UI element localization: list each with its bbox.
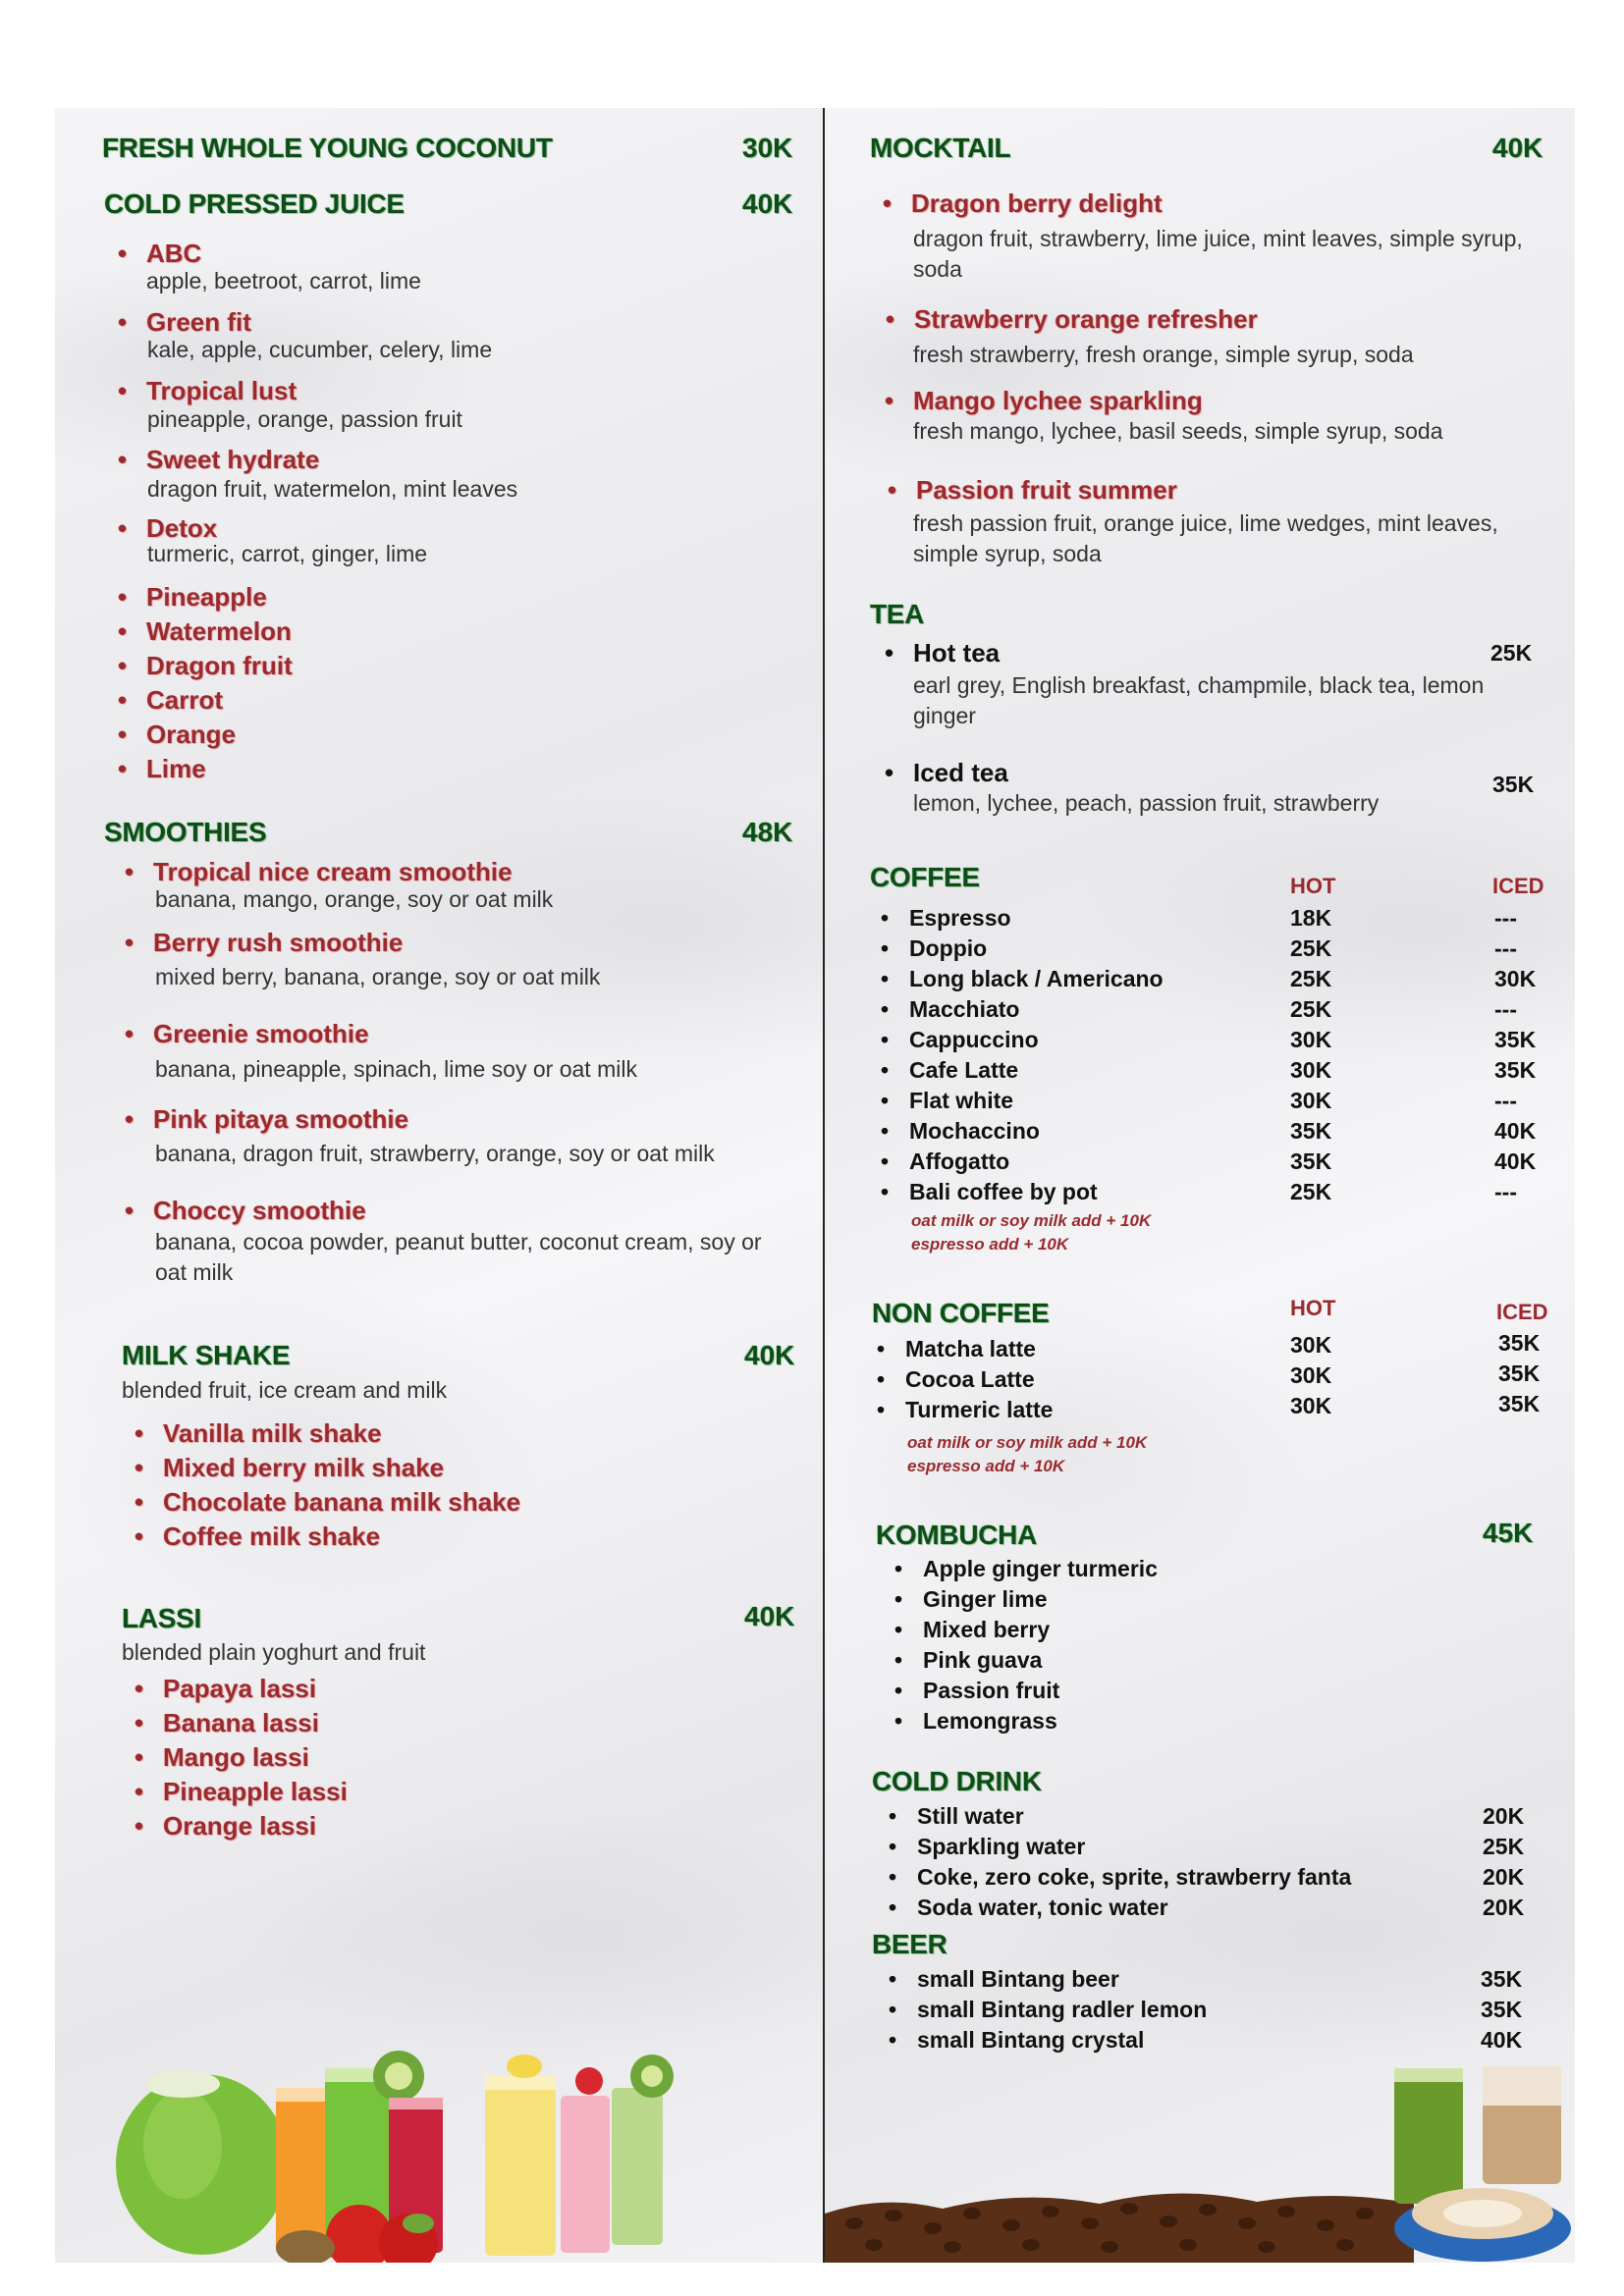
juice-single: • Dragon fruit <box>146 651 293 681</box>
milkshake-price: 40K <box>744 1340 795 1370</box>
noncoffee-iced-price: 35K <box>1498 1391 1541 1416</box>
smoothie-item-desc: mixed berry, banana, orange, soy or oat milk <box>155 964 601 989</box>
coffee-hot-price: 30K <box>1290 1057 1332 1083</box>
smoothie-item: • Choccy smoothie <box>153 1196 366 1226</box>
coffee-iced-price: --- <box>1494 996 1517 1022</box>
noncoffee-iced-header: ICED <box>1496 1300 1548 1324</box>
tea-item: • Iced tea <box>913 758 1008 788</box>
kombucha-price: 45K <box>1483 1518 1534 1548</box>
coffee-iced-price: 35K <box>1494 1057 1537 1083</box>
milkshake-item: • Chocolate banana milk shake <box>163 1487 520 1518</box>
lassi-item: • Pineapple lassi <box>163 1777 348 1807</box>
smoothie-item-desc: banana, cocoa powder, peanut butter, coconut cream, soy or oat milk <box>155 1229 762 1285</box>
mocktail-price: 40K <box>1492 133 1543 163</box>
mocktail-item: • Mango lychee sparkling <box>913 386 1203 416</box>
mocktail-item: • Strawberry orange refresher <box>914 304 1258 335</box>
colddrink-item: • Coke, zero coke, sprite, strawberry fanta <box>917 1864 1351 1891</box>
noncoffee-hot-price: 30K <box>1290 1362 1332 1388</box>
coffee-item: • Long black / Americano <box>909 966 1164 992</box>
kombucha-title: KOMBUCHA <box>876 1520 1038 1550</box>
smoothie-item-desc: banana, pineapple, spinach, lime soy or oat milk <box>155 1056 637 1082</box>
mocktail-item-desc: dragon fruit, strawberry, lime juice, mint leaves, simple syrup, soda <box>913 226 1523 282</box>
noncoffee-hot-header: HOT <box>1290 1296 1336 1320</box>
beer-item: • small Bintang crystal <box>917 2027 1144 2054</box>
coffee-item: • Bali coffee by pot <box>909 1179 1098 1205</box>
coffee-iced-price: 40K <box>1494 1118 1537 1144</box>
coffee-item: • Mochaccino <box>909 1118 1040 1145</box>
colddrink-item: • Soda water, tonic water <box>917 1895 1168 1921</box>
coffee-item: • Cappuccino <box>909 1027 1039 1053</box>
kombucha-item: • Apple ginger turmeric <box>923 1556 1158 1582</box>
beer-item: • small Bintang radler lemon <box>917 1997 1207 2023</box>
noncoffee-note: oat milk or soy milk add + 10K <box>907 1433 1148 1452</box>
coffee-hot-price: 35K <box>1290 1118 1332 1144</box>
juice-item: • Sweet hydrate <box>146 445 319 475</box>
milkshake-item: • Mixed berry milk shake <box>163 1453 444 1483</box>
coffee-hot-price: 18K <box>1290 905 1332 931</box>
mocktail-item-desc: fresh strawberry, fresh orange, simple syrup, soda <box>913 342 1414 367</box>
drinks-illustration <box>114 1978 762 2263</box>
smoothie-item: • Berry rush smoothie <box>153 928 403 958</box>
juice-single: • Lime <box>146 754 206 784</box>
lassi-item: • Mango lassi <box>163 1742 309 1773</box>
juice-single: • Carrot <box>146 685 223 716</box>
left-menu-panel <box>55 108 823 2263</box>
coffee-item: • Espresso <box>909 905 1011 932</box>
coffee-item: • Flat white <box>909 1088 1013 1114</box>
coffee-hot-price: 25K <box>1290 996 1332 1022</box>
tea-item-price: 35K <box>1492 772 1535 797</box>
kombucha-item: • Lemongrass <box>923 1708 1057 1735</box>
tea-item-price: 25K <box>1490 640 1533 666</box>
milkshake-desc: blended fruit, ice cream and milk <box>122 1377 448 1403</box>
smoothie-item-desc: banana, dragon fruit, strawberry, orange, soy or oat milk <box>155 1141 715 1166</box>
coffee-iced-header: ICED <box>1492 874 1544 898</box>
coffee-item: • Affogatto <box>909 1148 1009 1175</box>
coffee-iced-price: 30K <box>1494 966 1537 991</box>
coffee-title: COFFEE <box>870 862 980 892</box>
coffee-hot-price: 25K <box>1290 1179 1332 1204</box>
noncoffee-iced-price: 35K <box>1498 1330 1541 1356</box>
noncoffee-item: • Turmeric latte <box>905 1397 1053 1423</box>
beer-price: 35K <box>1481 1966 1523 1992</box>
coconut-title: FRESH WHOLE YOUNG COCONUT <box>102 133 553 163</box>
tea-item-desc: earl grey, English breakfast, champmile, black tea, lemon ginger <box>913 672 1485 728</box>
kombucha-item: • Ginger lime <box>923 1586 1048 1613</box>
lassi-desc: blended plain yoghurt and fruit <box>122 1639 426 1665</box>
smoothies-title: SMOOTHIES <box>104 817 267 847</box>
lassi-title: LASSI <box>122 1603 201 1633</box>
beer-item: • small Bintang beer <box>917 1966 1119 1993</box>
coffee-iced-price: 40K <box>1494 1148 1537 1174</box>
milkshake-item: • Coffee milk shake <box>163 1522 380 1552</box>
mocktail-item: • Dragon berry delight <box>911 188 1163 219</box>
mocktail-item-desc: fresh mango, lychee, basil seeds, simple syrup, soda <box>913 418 1443 444</box>
coffee-hot-price: 25K <box>1290 966 1332 991</box>
coffee-item: • Macchiato <box>909 996 1019 1023</box>
juice-item-desc: kale, apple, cucumber, celery, lime <box>147 337 493 362</box>
smoothie-item: • Tropical nice cream smoothie <box>153 857 513 887</box>
lassi-item: • Papaya lassi <box>163 1674 316 1704</box>
colddrink-price: 20K <box>1483 1895 1525 1920</box>
noncoffee-hot-price: 30K <box>1290 1332 1332 1358</box>
juice-item: • Green fit <box>146 307 251 338</box>
mocktail-item-desc: fresh passion fruit, orange juice, lime wedges, mint leaves, simple syrup, soda <box>913 510 1498 566</box>
coffee-hot-price: 30K <box>1290 1027 1332 1052</box>
tea-item: • Hot tea <box>913 638 1000 668</box>
smoothie-item: • Greenie smoothie <box>153 1019 369 1049</box>
coffee-hot-price: 25K <box>1290 935 1332 961</box>
coffee-iced-price: --- <box>1494 1179 1517 1204</box>
tea-item-desc: lemon, lychee, peach, passion fruit, strawberry <box>913 790 1380 816</box>
juice-single: • Watermelon <box>146 616 292 647</box>
tea-title: TEA <box>870 599 925 629</box>
juice-item-desc: dragon fruit, watermelon, mint leaves <box>147 476 518 502</box>
colddrink-price: 20K <box>1483 1803 1525 1829</box>
coffee-cups-illustration <box>1375 2056 1575 2263</box>
coconut-price: 30K <box>742 133 793 163</box>
lassi-item: • Banana lassi <box>163 1708 319 1738</box>
right-menu-panel <box>825 108 1575 2263</box>
juice-single: • Pineapple <box>146 582 267 613</box>
noncoffee-note: espresso add + 10K <box>907 1457 1065 1475</box>
juice-title: COLD PRESSED JUICE <box>104 188 405 219</box>
juice-item: • Detox <box>146 513 217 544</box>
coffee-hot-price: 35K <box>1290 1148 1332 1174</box>
kombucha-item: • Pink guava <box>923 1647 1042 1674</box>
colddrink-price: 20K <box>1483 1864 1525 1890</box>
smoothies-price: 48K <box>742 817 793 847</box>
noncoffee-hot-price: 30K <box>1290 1393 1332 1418</box>
lassi-price: 40K <box>744 1601 795 1631</box>
mocktail-item: • Passion fruit summer <box>916 475 1177 506</box>
juice-item: • Tropical lust <box>146 376 297 406</box>
juice-item: • ABC <box>146 239 201 269</box>
juice-price: 40K <box>742 188 793 219</box>
beer-price: 35K <box>1481 1997 1523 2022</box>
milkshake-item: • Vanilla milk shake <box>163 1418 382 1449</box>
juice-item-desc: pineapple, orange, passion fruit <box>147 406 462 432</box>
milkshake-title: MILK SHAKE <box>122 1340 291 1370</box>
noncoffee-title: NON COFFEE <box>872 1298 1050 1328</box>
coffee-note: oat milk or soy milk add + 10K <box>911 1211 1152 1230</box>
noncoffee-item: • Cocoa Latte <box>905 1366 1035 1393</box>
colddrink-title: COLD DRINK <box>872 1766 1042 1796</box>
coffee-hot-price: 30K <box>1290 1088 1332 1113</box>
coffee-item: • Cafe Latte <box>909 1057 1018 1084</box>
coffee-iced-price: --- <box>1494 935 1517 961</box>
coffee-hot-header: HOT <box>1290 874 1336 898</box>
colddrink-item: • Sparkling water <box>917 1834 1085 1860</box>
lassi-item: • Orange lassi <box>163 1811 316 1842</box>
juice-single: • Orange <box>146 720 236 750</box>
smoothie-item-desc: banana, mango, orange, soy or oat milk <box>155 886 554 912</box>
coffee-iced-price: --- <box>1494 1088 1517 1113</box>
beer-title: BEER <box>872 1929 947 1959</box>
kombucha-item: • Passion fruit <box>923 1678 1059 1704</box>
noncoffee-iced-price: 35K <box>1498 1361 1541 1386</box>
coffee-item: • Doppio <box>909 935 987 962</box>
mocktail-title: MOCKTAIL <box>870 133 1011 163</box>
juice-item-desc: turmeric, carrot, ginger, lime <box>147 541 428 566</box>
coffee-note: espresso add + 10K <box>911 1235 1069 1254</box>
colddrink-item: • Still water <box>917 1803 1024 1830</box>
kombucha-item: • Mixed berry <box>923 1617 1050 1643</box>
beer-price: 40K <box>1481 2027 1523 2053</box>
colddrink-price: 25K <box>1483 1834 1525 1859</box>
coffee-iced-price: 35K <box>1494 1027 1537 1052</box>
smoothie-item: • Pink pitaya smoothie <box>153 1104 408 1135</box>
noncoffee-item: • Matcha latte <box>905 1336 1036 1362</box>
coffee-iced-price: --- <box>1494 905 1517 931</box>
juice-item-desc: apple, beetroot, carrot, lime <box>146 268 421 294</box>
